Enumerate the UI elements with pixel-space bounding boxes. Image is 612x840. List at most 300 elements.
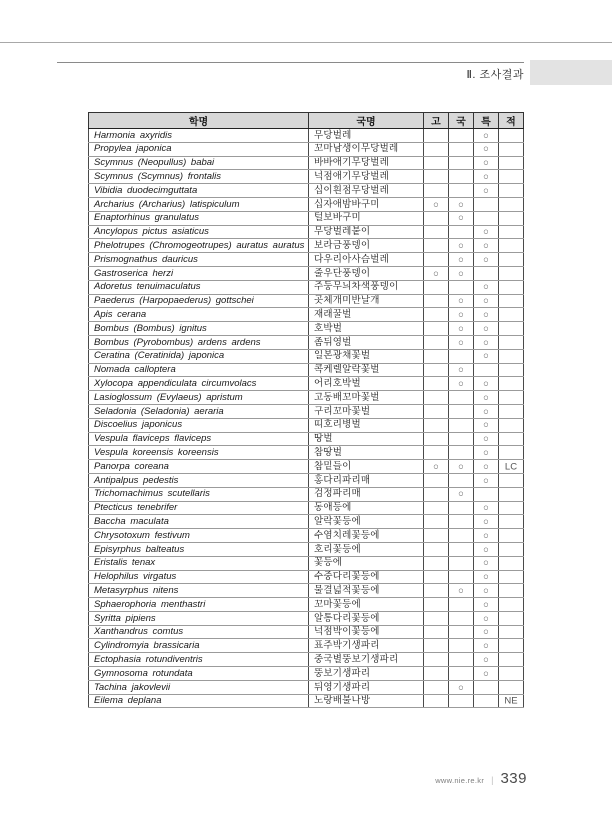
table-row (89, 308, 524, 322)
cell-mark-jeok (499, 156, 524, 170)
cell-korean-name (309, 667, 424, 681)
cell-text: 고동배꼬마꽃벌 (314, 391, 380, 403)
presence-circle-mark: ○ (483, 447, 489, 459)
cell-text: 무당벌레 (314, 129, 352, 141)
table-row (89, 556, 524, 570)
cell-mark-go (424, 570, 449, 584)
cell-scientific-name (89, 225, 309, 239)
cell-text: 주둥무늬차색풍뎅이 (314, 281, 399, 293)
cell-mark-guk (449, 611, 474, 625)
cell-text: Adoretus tenuimaculatus (94, 281, 201, 293)
presence-circle-mark: ○ (483, 309, 489, 321)
species-table (88, 112, 524, 708)
cell-mark-go (424, 584, 449, 598)
cell-text: 줄우단풍뎅이 (314, 267, 371, 279)
presence-circle-mark: ○ (458, 364, 464, 376)
cell-text: 물결넓적꽃등에 (314, 584, 380, 596)
table-row (89, 377, 524, 391)
cell-korean-name (309, 473, 424, 487)
cell-text: Vibidia duodecimguttata (94, 184, 198, 196)
cell-mark-teuk (474, 184, 499, 198)
cell-mark-teuk (474, 487, 499, 501)
cell-mark-teuk (474, 335, 499, 349)
cell-mark-go (424, 473, 449, 487)
cell-korean-name (309, 446, 424, 460)
table-row (89, 335, 524, 349)
table-row (89, 197, 524, 211)
cell-mark-go (424, 211, 449, 225)
cell-korean-name (309, 542, 424, 556)
cell-mark-jeok (499, 170, 524, 184)
cell-mark-teuk (474, 501, 499, 515)
page-top-edge-line (0, 42, 612, 43)
cell-mark-guk (449, 280, 474, 294)
cell-text: Scymnus (Neopullus) babai (94, 157, 215, 169)
cell-text: Tachina jakovlevii (94, 681, 171, 693)
cell-mark-teuk (474, 570, 499, 584)
cell-scientific-name (89, 446, 309, 460)
header-tab-marker (530, 60, 612, 85)
presence-circle-mark: ○ (458, 199, 464, 211)
cell-mark-teuk (474, 515, 499, 529)
cell-text: Syritta pipiens (94, 612, 156, 624)
cell-text: Trichomachimus scutellaris (94, 488, 210, 500)
cell-text: 구리꼬마꽃벌 (314, 405, 371, 417)
cell-text: 십이흰점무당벌레 (314, 184, 390, 196)
cell-mark-teuk (474, 653, 499, 667)
cell-mark-go (424, 515, 449, 529)
cell-scientific-name (89, 280, 309, 294)
cell-korean-name (309, 432, 424, 446)
cell-mark-guk (449, 653, 474, 667)
cell-korean-name (309, 680, 424, 694)
cell-mark-guk (449, 377, 474, 391)
presence-circle-mark: ○ (458, 682, 464, 694)
cell-korean-name (309, 598, 424, 612)
table-row (89, 625, 524, 639)
cell-scientific-name (89, 639, 309, 653)
cell-mark-jeok (499, 142, 524, 156)
header-rule (57, 62, 524, 63)
table-row (89, 225, 524, 239)
cell-korean-name (309, 529, 424, 543)
table-row (89, 542, 524, 556)
cell-mark-go (424, 239, 449, 253)
cell-text: 꽃등에 (314, 557, 343, 569)
table-row (89, 653, 524, 667)
cell-mark-teuk (474, 625, 499, 639)
table-row (89, 473, 524, 487)
cell-mark-go (424, 363, 449, 377)
table-row (89, 639, 524, 653)
cell-mark-jeok (499, 515, 524, 529)
cell-korean-name (309, 487, 424, 501)
cell-text: Enaptorhinus granulatus (94, 212, 199, 224)
cell-scientific-name (89, 129, 309, 143)
cell-mark-go (424, 391, 449, 405)
cell-mark-teuk (474, 542, 499, 556)
cell-text: 다우리아사슴벌레 (314, 253, 390, 265)
cell-text: 띠호리병벌 (314, 419, 361, 431)
cell-mark-guk (449, 266, 474, 280)
presence-circle-mark: ○ (483, 419, 489, 431)
presence-circle-mark: ○ (458, 337, 464, 349)
cell-mark-teuk (474, 129, 499, 143)
presence-circle-mark: ○ (458, 585, 464, 597)
cell-text: 홍다리파리매 (314, 474, 371, 486)
table-row (89, 280, 524, 294)
cell-mark-teuk (474, 598, 499, 612)
table-row (89, 253, 524, 267)
table-row (89, 184, 524, 198)
cell-mark-go (424, 418, 449, 432)
cell-mark-go (424, 639, 449, 653)
cell-text: Bombus (Bombus) ignitus (94, 322, 207, 334)
cell-text: 알락꽃등에 (314, 515, 361, 527)
cell-text: 좀뒤영벌 (314, 336, 352, 348)
presence-circle-mark: ○ (458, 461, 464, 473)
cell-mark-guk (449, 584, 474, 598)
table-row (89, 680, 524, 694)
cell-mark-go (424, 253, 449, 267)
presence-circle-mark: ○ (483, 461, 489, 473)
cell-mark-teuk (474, 404, 499, 418)
cell-text: 무당벌레붙이 (314, 226, 371, 238)
presence-circle-mark: ○ (483, 626, 489, 638)
presence-circle-mark: ○ (483, 544, 489, 556)
cell-mark-jeok (499, 335, 524, 349)
cell-mark-guk (449, 432, 474, 446)
cell-scientific-name (89, 584, 309, 598)
cell-text: Apis cerana (94, 309, 147, 320)
cell-korean-name (309, 611, 424, 625)
cell-text: Scymnus (Scymnus) frontalis (94, 171, 222, 183)
cell-mark-jeok (499, 432, 524, 446)
presence-circle-mark: ○ (458, 268, 464, 280)
cell-text: LC (504, 461, 518, 473)
cell-text: Prismognathus dauricus (94, 253, 198, 265)
cell-text: 뚱보기생파리 (314, 667, 371, 679)
cell-mark-go (424, 280, 449, 294)
presence-circle-mark: ○ (458, 295, 464, 307)
cell-korean-name (309, 239, 424, 253)
cell-mark-guk (449, 667, 474, 681)
cell-scientific-name (89, 473, 309, 487)
cell-mark-jeok (499, 349, 524, 363)
presence-circle-mark: ○ (483, 668, 489, 680)
cell-mark-go (424, 349, 449, 363)
cell-mark-guk (449, 404, 474, 418)
cell-korean-name (309, 377, 424, 391)
cell-mark-jeok (499, 280, 524, 294)
cell-scientific-name (89, 322, 309, 336)
table-row (89, 239, 524, 253)
cell-text: 꼬마남생이무당벌레 (314, 143, 399, 155)
presence-circle-mark: ○ (483, 613, 489, 625)
cell-korean-name (309, 653, 424, 667)
column-header-scientific-name: 학명 (89, 113, 309, 129)
table-row (89, 598, 524, 612)
cell-text: 표주박기생파리 (314, 640, 380, 652)
cell-mark-jeok (499, 377, 524, 391)
cell-text: 수중다리꽃등에 (314, 571, 380, 583)
cell-text: 노랑배불나방 (314, 695, 371, 707)
cell-text: Antipalpus pedestis (94, 474, 179, 486)
cell-mark-teuk (474, 322, 499, 336)
cell-korean-name (309, 570, 424, 584)
cell-text: Ceratina (Ceratinida) japonica (94, 350, 225, 362)
cell-mark-teuk (474, 280, 499, 294)
cell-mark-go (424, 501, 449, 515)
cell-mark-jeok (499, 653, 524, 667)
cell-text: 수염치레꽃등에 (314, 529, 380, 541)
cell-mark-jeok (499, 625, 524, 639)
presence-circle-mark: ○ (483, 240, 489, 252)
cell-mark-go (424, 653, 449, 667)
cell-text: 넉점박이꽃등에 (314, 626, 380, 638)
presence-circle-mark: ○ (483, 530, 489, 542)
presence-circle-mark: ○ (483, 654, 489, 666)
cell-text: Eristalis tenax (94, 557, 156, 569)
cell-mark-teuk (474, 142, 499, 156)
table-row (89, 694, 524, 708)
table-row (89, 404, 524, 418)
cell-text: 재래꿀벌 (314, 309, 352, 320)
cell-scientific-name (89, 156, 309, 170)
cell-korean-name (309, 253, 424, 267)
cell-text: 보라금풍뎅이 (314, 240, 371, 252)
cell-mark-jeok (499, 197, 524, 211)
cell-mark-teuk (474, 639, 499, 653)
cell-korean-name (309, 363, 424, 377)
cell-mark-guk (449, 211, 474, 225)
presence-circle-mark: ○ (483, 557, 489, 569)
presence-circle-mark: ○ (483, 640, 489, 652)
cell-text: 넉점애기무당벌레 (314, 171, 390, 183)
cell-korean-name (309, 404, 424, 418)
table-row (89, 667, 524, 681)
cell-scientific-name (89, 170, 309, 184)
cell-mark-go (424, 625, 449, 639)
cell-mark-go (424, 322, 449, 336)
cell-mark-jeok (499, 404, 524, 418)
presence-circle-mark: ○ (483, 281, 489, 293)
cell-korean-name (309, 322, 424, 336)
cell-mark-guk (449, 501, 474, 515)
cell-mark-jeok (499, 501, 524, 515)
presence-circle-mark: ○ (458, 378, 464, 390)
cell-scientific-name (89, 680, 309, 694)
cell-mark-go (424, 529, 449, 543)
cell-mark-go (424, 308, 449, 322)
cell-mark-jeok (499, 391, 524, 405)
cell-mark-jeok (499, 129, 524, 143)
cell-mark-teuk (474, 473, 499, 487)
cell-mark-teuk (474, 197, 499, 211)
cell-mark-go (424, 487, 449, 501)
table-row (89, 529, 524, 543)
cell-scientific-name (89, 349, 309, 363)
cell-scientific-name (89, 529, 309, 543)
cell-mark-teuk (474, 611, 499, 625)
cell-mark-jeok (499, 639, 524, 653)
cell-mark-guk (449, 308, 474, 322)
cell-korean-name (309, 280, 424, 294)
cell-scientific-name (89, 294, 309, 308)
table-row (89, 129, 524, 143)
cell-mark-teuk (474, 391, 499, 405)
cell-text: Cylindromyia brassicaria (94, 640, 200, 652)
column-header-go: 고 (424, 113, 449, 129)
presence-circle-mark: ○ (483, 323, 489, 335)
cell-korean-name (309, 335, 424, 349)
cell-text: 호박벌 (314, 322, 343, 334)
cell-mark-guk (449, 170, 474, 184)
cell-korean-name (309, 308, 424, 322)
presence-circle-mark: ○ (483, 406, 489, 418)
cell-mark-jeok (499, 184, 524, 198)
table-row (89, 446, 524, 460)
cell-mark-guk (449, 529, 474, 543)
cell-mark-jeok (499, 308, 524, 322)
cell-text: Baccha maculata (94, 515, 169, 527)
cell-text: 중국별뚱보기생파리 (314, 653, 399, 665)
cell-text: 땅벌 (314, 433, 333, 445)
cell-scientific-name (89, 667, 309, 681)
cell-mark-jeok (499, 322, 524, 336)
cell-korean-name (309, 391, 424, 405)
cell-mark-go (424, 694, 449, 708)
presence-circle-mark: ○ (483, 130, 489, 142)
cell-scientific-name (89, 515, 309, 529)
cell-mark-guk (449, 225, 474, 239)
cell-mark-go (424, 266, 449, 280)
cell-korean-name (309, 460, 424, 474)
cell-mark-guk (449, 253, 474, 267)
cell-mark-go (424, 446, 449, 460)
cell-text: Gymnosoma rotundata (94, 667, 193, 679)
cell-text: Lasioglossum (Evylaeus) apristum (94, 391, 243, 403)
cell-mark-teuk (474, 349, 499, 363)
presence-circle-mark: ○ (433, 461, 439, 473)
cell-mark-jeok (499, 611, 524, 625)
cell-mark-guk (449, 639, 474, 653)
cell-scientific-name (89, 418, 309, 432)
presence-circle-mark: ○ (458, 212, 464, 224)
cell-scientific-name (89, 460, 309, 474)
cell-text: Chrysotoxum festivum (94, 529, 190, 541)
table-row (89, 391, 524, 405)
cell-text: Phelotrupes (Chromogeotrupes) auratus auratus (94, 240, 305, 252)
cell-mark-jeok (499, 680, 524, 694)
cell-mark-jeok (499, 460, 524, 474)
presence-circle-mark: ○ (483, 295, 489, 307)
cell-mark-guk (449, 129, 474, 143)
cell-text: 털보바구미 (314, 212, 361, 224)
cell-mark-guk (449, 335, 474, 349)
cell-text: Episyrphus balteatus (94, 543, 185, 555)
presence-circle-mark: ○ (433, 268, 439, 280)
presence-circle-mark: ○ (483, 226, 489, 238)
cell-korean-name (309, 515, 424, 529)
table-row (89, 294, 524, 308)
table-row (89, 515, 524, 529)
cell-text: Eilema deplana (94, 695, 162, 707)
cell-korean-name (309, 129, 424, 143)
cell-mark-teuk (474, 225, 499, 239)
cell-mark-teuk (474, 377, 499, 391)
cell-mark-jeok (499, 667, 524, 681)
table-row (89, 349, 524, 363)
cell-korean-name (309, 349, 424, 363)
presence-circle-mark: ○ (458, 323, 464, 335)
cell-mark-teuk (474, 253, 499, 267)
column-header-korean-name: 국명 (309, 113, 424, 129)
cell-mark-jeok (499, 211, 524, 225)
cell-mark-go (424, 432, 449, 446)
cell-mark-guk (449, 625, 474, 639)
column-header-teuk: 특 (474, 113, 499, 129)
presence-circle-mark: ○ (483, 378, 489, 390)
presence-circle-mark: ○ (483, 350, 489, 362)
section-header: Ⅱ. 조사결과 (466, 69, 524, 81)
cell-korean-name (309, 556, 424, 570)
cell-text: Panorpa coreana (94, 460, 169, 472)
cell-korean-name (309, 197, 424, 211)
cell-text: Gastroserica herzi (94, 267, 174, 279)
cell-korean-name (309, 694, 424, 708)
cell-mark-guk (449, 391, 474, 405)
table-row (89, 156, 524, 170)
cell-mark-jeok (499, 570, 524, 584)
presence-circle-mark: ○ (483, 502, 489, 514)
cell-scientific-name (89, 625, 309, 639)
cell-scientific-name (89, 142, 309, 156)
cell-mark-guk (449, 363, 474, 377)
cell-text: 동애등에 (314, 502, 352, 514)
cell-scientific-name (89, 556, 309, 570)
cell-mark-go (424, 197, 449, 211)
cell-mark-teuk (474, 667, 499, 681)
cell-mark-teuk (474, 460, 499, 474)
cell-text: Xanthandrus comtus (94, 626, 184, 638)
species-table-header (89, 113, 524, 129)
table-row (89, 363, 524, 377)
cell-mark-jeok (499, 487, 524, 501)
presence-circle-mark: ○ (483, 571, 489, 583)
cell-mark-go (424, 142, 449, 156)
presence-circle-mark: ○ (458, 488, 464, 500)
cell-scientific-name (89, 184, 309, 198)
cell-mark-go (424, 404, 449, 418)
cell-text: Harmonia axyridis (94, 129, 173, 141)
cell-mark-jeok (499, 418, 524, 432)
presence-circle-mark: ○ (458, 254, 464, 266)
footer-separator: | (491, 775, 494, 785)
cell-mark-jeok (499, 598, 524, 612)
table-row (89, 322, 524, 336)
cell-mark-guk (449, 446, 474, 460)
cell-mark-guk (449, 694, 474, 708)
presence-circle-mark: ○ (483, 433, 489, 445)
cell-korean-name (309, 211, 424, 225)
presence-circle-mark: ○ (483, 143, 489, 155)
table-row (89, 266, 524, 280)
cell-korean-name (309, 418, 424, 432)
table-row (89, 501, 524, 515)
cell-mark-go (424, 225, 449, 239)
cell-scientific-name (89, 432, 309, 446)
